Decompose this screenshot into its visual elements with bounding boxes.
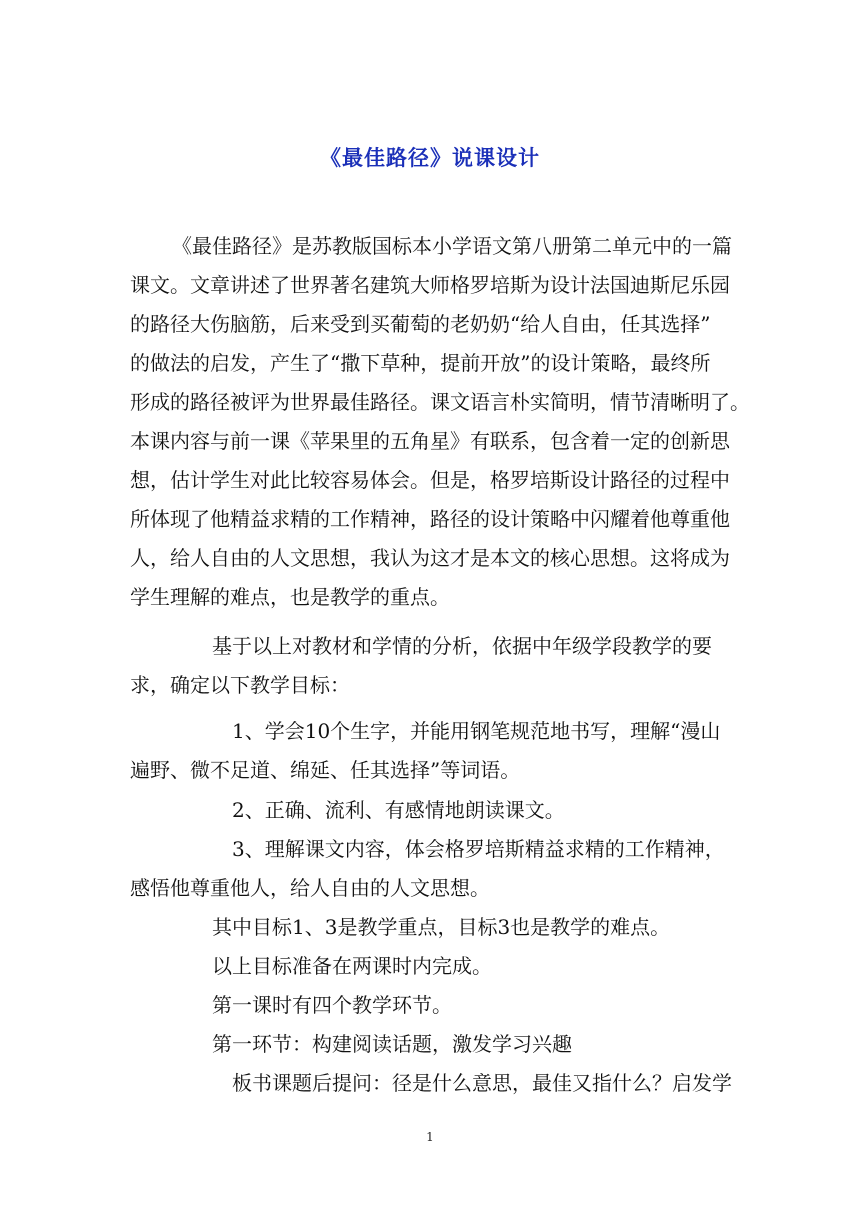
page-number: 1 <box>426 1130 434 1144</box>
body-line-9: 人，给人自由的人文思想，我认为这才是本文的核心思想。这将成为 <box>130 546 730 570</box>
body-line-12: 求，确定以下教学目标： <box>130 673 350 697</box>
goal-line-2: 2、正确、流利、有感情地朗读课文。 <box>232 798 565 822</box>
body-line-22: 板书课题后提问：径是什么意思，最佳又指什么？启发学 <box>232 1071 732 1095</box>
body-line-6: 本课内容与前一课《苹果里的五角星》有联系，包含着一定的创新思 <box>130 429 730 453</box>
body-line-2: 课文。文章讲述了世界著名建筑大师格罗培斯为设计法国迪斯尼乐园 <box>130 273 730 297</box>
body-line-19: 以上目标准备在两课时内完成。 <box>212 954 492 978</box>
body-line-8: 所体现了他精益求精的工作精神，路径的设计策略中闪耀着他尊重他 <box>130 507 730 531</box>
document-title: 《最佳路径》说课设计 <box>320 145 540 170</box>
body-line-3: 的路径大伤脑筋，后来受到买葡萄的老奶奶“给人自由，任其选择” <box>130 312 711 336</box>
body-line-7: 想，估计学生对此比较容易体会。但是，格罗培斯设计路径的过程中 <box>130 468 730 492</box>
body-line-10: 学生理解的难点，也是教学的重点。 <box>130 585 450 609</box>
section-heading: 第一环节：构建阅读话题，激发学习兴趣 <box>212 1032 572 1056</box>
body-line-4: 的做法的启发，产生了“撒下草种，提前开放”的设计策略，最终所 <box>130 351 711 375</box>
goal-line-1a: 1、学会10个生字，并能用钢笔规范地书写，理解“漫山 <box>232 719 721 743</box>
body-line-5: 形成的路径被评为世界最佳路径。课文语言朴实简明，情节清晰明了。 <box>130 390 750 414</box>
body-line-20: 第一课时有四个教学环节。 <box>212 993 452 1017</box>
goal-line-3b: 感悟他尊重他人，给人自由的人文思想。 <box>130 876 490 900</box>
body-line-18: 其中目标1、3是教学重点，目标3也是教学的难点。 <box>212 915 671 939</box>
goal-line-1b: 遍野、微不足道、绵延、任其选择”等词语。 <box>130 758 521 782</box>
body-line-1: 《最佳路径》是苏教版国标本小学语文第八册第二单元中的一篇 <box>172 234 732 258</box>
goal-line-3a: 3、理解课文内容，体会格罗培斯精益求精的工作精神， <box>232 837 725 861</box>
body-line-11: 基于以上对教材和学情的分析，依据中年级学段教学的要 <box>212 634 712 658</box>
